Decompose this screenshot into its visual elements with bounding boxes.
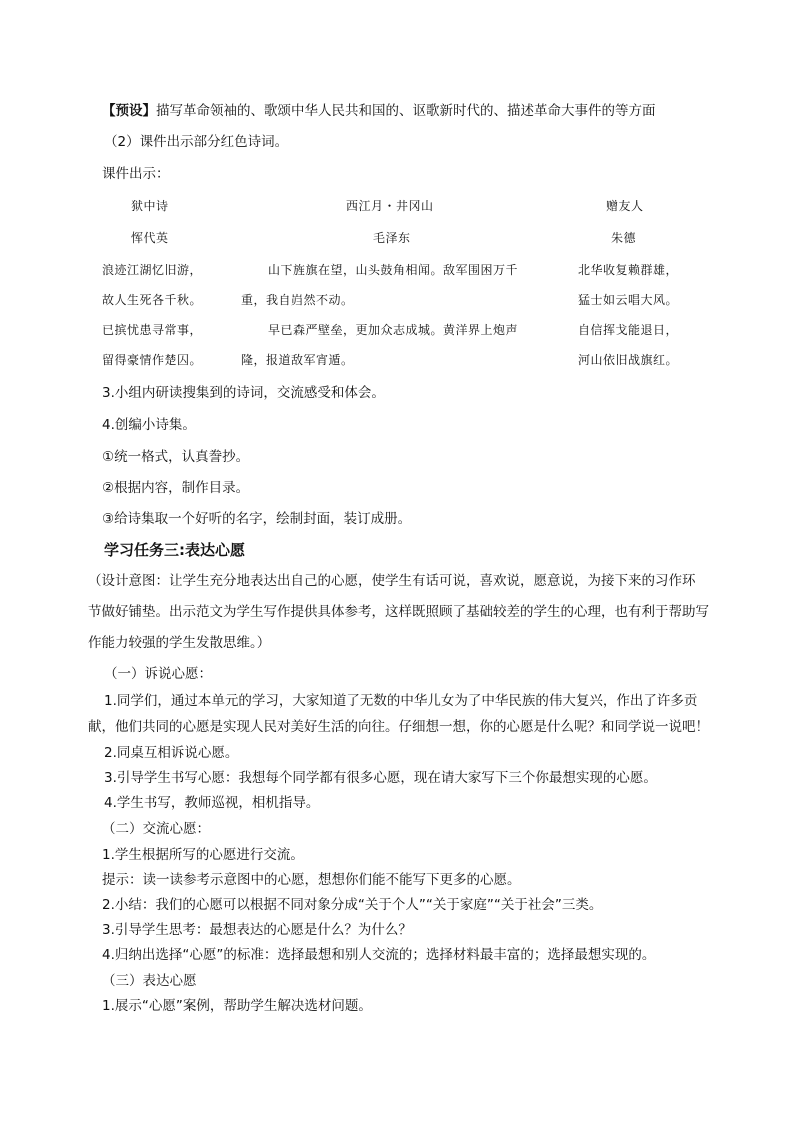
part2-item3: 3.引导学生思考：最想表达的心愿是什么？为什么？ bbox=[102, 922, 412, 938]
preset-line bbox=[102, 102, 656, 120]
poem-author-2: 毛泽东 bbox=[373, 231, 411, 245]
poem3-line: 猛士如云唱大风。 bbox=[578, 293, 679, 307]
sub2-line: ②根据内容，制作目录。 bbox=[102, 480, 250, 496]
poem3-line: 河山依旧战旗红。 bbox=[578, 353, 679, 367]
part1-title: （一）诉说心愿： bbox=[104, 666, 212, 682]
poem-title-3: 赠友人 bbox=[606, 199, 644, 213]
part1-item1-line: 1.同学们，通过本单元的学习，大家知道了无数的中华儿女为了中华民族的伟大复兴，作出了许多贡 bbox=[104, 693, 698, 709]
poem2-line: 山下旌旗在望，山头鼓角相闻。敌军围困万千 bbox=[268, 263, 519, 277]
preset-tag: 【预设】 bbox=[102, 103, 156, 119]
part1-item2: 2.同桌互相诉说心愿。 bbox=[104, 745, 239, 761]
design-intent-line: （设计意图：让学生充分地表达出自己的心愿，使学生有话可说，喜欢说，愿意说，为接下来的习作环 bbox=[88, 573, 696, 589]
show-label: 课件出示： bbox=[102, 166, 170, 182]
part3-title: （三）表达心愿 bbox=[102, 973, 197, 989]
design-intent-line: 作能力较强的学生发散思维。） bbox=[88, 635, 271, 651]
poem-title-2: 西江月・井冈山 bbox=[346, 199, 434, 213]
part1-item1-line: 献，他们共同的心愿是实现人民对美好生活的向往。仔细想一想，你的心愿是什么呢？和同学说一说吧！ bbox=[88, 719, 709, 735]
poem1-line: 浪迹江湖忆旧游， bbox=[102, 263, 203, 277]
preset-text: 描写革命领袖的、歌颂中华人民共和国的、讴歌新时代的、描述革命大事件的等方面 bbox=[156, 103, 656, 119]
poem2-line: 隆，报道敌军宵遁。 bbox=[241, 353, 354, 367]
sub1-line: ①统一格式，认真誊抄。 bbox=[102, 449, 250, 465]
design-intent-line: 节做好铺垫。出示范文为学生写作提供具体参考，这样既照顾了基础较差的学生的心理，也有利于帮助写 bbox=[88, 604, 709, 620]
part3-item1: 1.展示“心愿”案例，帮助学生解决选材问题。 bbox=[102, 998, 372, 1014]
poem-title-1: 狱中诗 bbox=[131, 199, 169, 213]
step3-line: 3.小组内研读搜集到的诗词，交流感受和体会。 bbox=[102, 385, 385, 401]
part2-item4: 4.归纳出选择“心愿”的标准：选择最想和别人交流的；选择材料最丰富的；选择最想实现的。 bbox=[102, 947, 656, 963]
poem-author-3: 朱德 bbox=[611, 231, 637, 245]
poem3-line: 自信挥戈能退日， bbox=[578, 323, 679, 337]
poem1-line: 已摈忧患寻常事， bbox=[102, 323, 203, 337]
part1-item4: 4.学生书写，教师巡视，相机指导。 bbox=[104, 795, 320, 811]
poem2-line: 早已森严壁垒，更加众志成城。黄洋界上炮声 bbox=[268, 323, 519, 337]
part2-tip: 提示：读一读参考示意图中的心愿，想想你们能不能写下更多的心愿。 bbox=[102, 872, 521, 888]
step4-line: 4.创编小诗集。 bbox=[102, 417, 196, 433]
part2-item2: 2.小结：我们的心愿可以根据不同对象分成“关于个人”“关于家庭”“关于社会”三类。 bbox=[102, 897, 603, 913]
poem2-line: 重，我自岿然不动。 bbox=[241, 293, 354, 307]
poem1-line: 留得豪情作楚囚。 bbox=[102, 353, 203, 367]
sub3-line: ③给诗集取一个好听的名字，绘制封面，装订成册。 bbox=[102, 511, 412, 527]
poem1-line: 故人生死各千秋。 bbox=[102, 293, 203, 307]
poem-author-1: 恽代英 bbox=[131, 231, 169, 245]
step2-line: （2）课件出示部分红色诗词。 bbox=[104, 134, 289, 150]
part1-item3: 3.引导学生书写心愿：我想每个同学都有很多心愿，现在请大家写下三个你最想实现的心愿。 bbox=[104, 770, 657, 786]
part2-title: （二）交流心愿： bbox=[102, 821, 210, 837]
poem3-line: 北华收复赖群雄， bbox=[578, 263, 679, 277]
task3-heading: 学习任务三:表达心愿 bbox=[104, 541, 245, 559]
part2-item1: 1.学生根据所写的心愿进行交流。 bbox=[102, 847, 304, 863]
